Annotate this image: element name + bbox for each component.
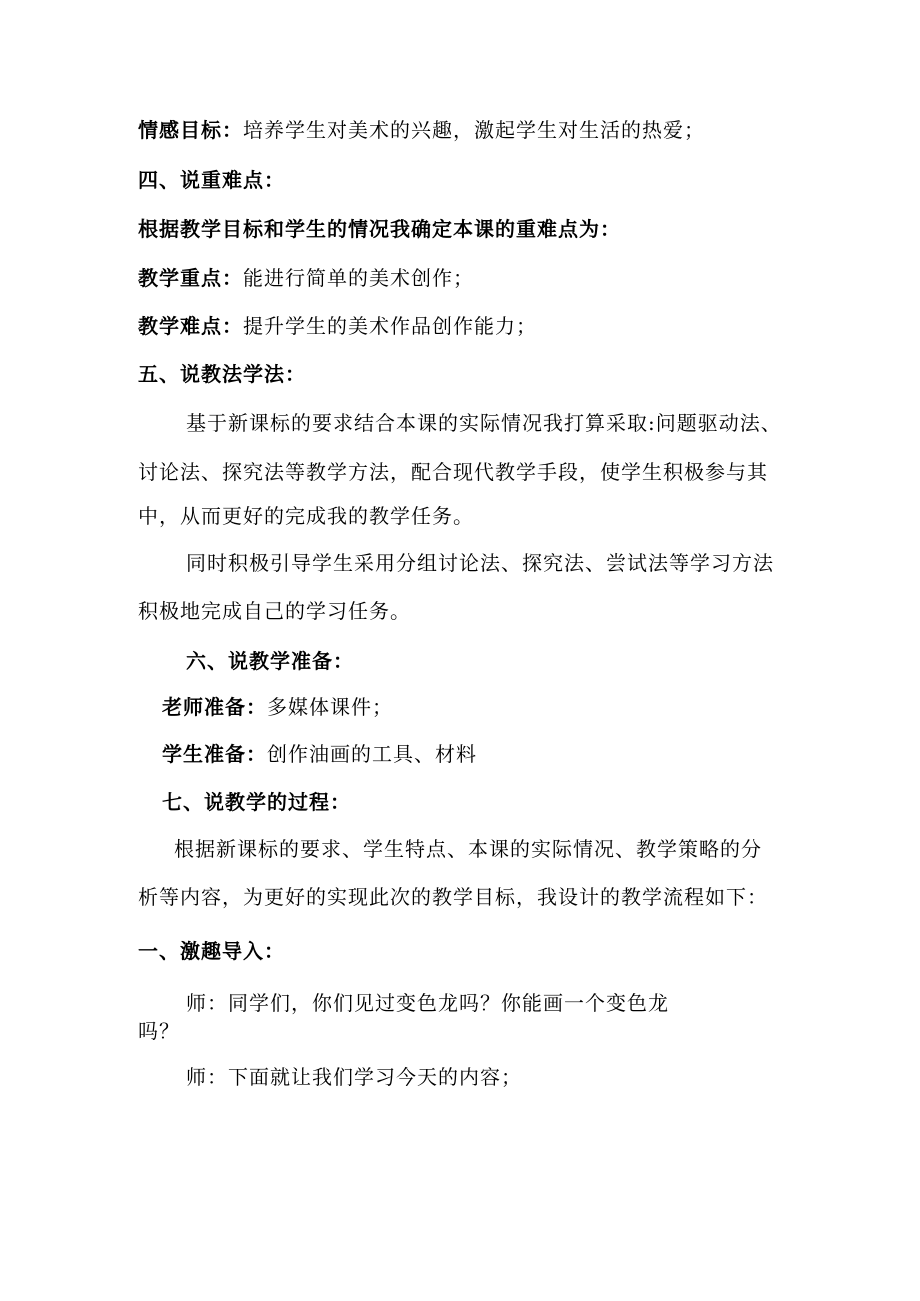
student-prep-text: 创作油画的工具、材料 [267, 742, 477, 766]
key-point-label: 教学重点： [138, 266, 243, 290]
teacher-prep-text: 多媒体课件； [267, 695, 393, 719]
key-points-intro: 根据教学目标和学生的情况我确定本课的重难点为： [138, 217, 621, 241]
section-4-heading: 四、说重难点： [138, 168, 285, 192]
key-point-line [138, 265, 474, 291]
student-prep-line [162, 741, 477, 767]
teacher-prep-label: 老师准备： [162, 695, 267, 719]
affect-goal-label: 情感目标： [138, 118, 243, 142]
section-6-heading: 六、说教学准备： [186, 649, 354, 673]
affect-goal-line [138, 117, 705, 143]
methods-paragraph-2-line-2: 积极地完成自己的学习任务。 [138, 599, 411, 623]
methods-paragraph-1-line-2: 讨论法、探究法等教学方法，配合现代教学手段，使学生积极参与其 [138, 460, 768, 484]
teacher-prep-line [162, 694, 393, 720]
difficult-point-line [138, 313, 537, 339]
process-intro-line-2: 析等内容，为更好的实现此次的教学目标，我设计的教学流程如下： [138, 885, 768, 909]
methods-paragraph-1-line-3: 中，从而更好的完成我的教学任务。 [138, 504, 474, 528]
section-7-heading: 七、说教学的过程： [162, 790, 351, 814]
dialog-2-line: 师：下面就让我们学习今天的内容； [186, 1065, 522, 1089]
process-intro-line-1: 根据新课标的要求、学生特点、本课的实际情况、教学策略的分 [174, 837, 762, 861]
dialog-1-line-1: 师：同学们，你们见过变色龙吗？你能画一个变色龙 [186, 991, 669, 1015]
student-prep-label: 学生准备： [162, 742, 267, 766]
difficult-point-text: 提升学生的美术作品创作能力； [243, 314, 537, 338]
section-5-heading: 五、说教法学法： [138, 362, 306, 386]
methods-paragraph-2-line-1: 同时积极引导学生采用分组讨论法、探究法、尝试法等学习方法 [186, 551, 774, 575]
methods-paragraph-1-line-1: 基于新课标的要求结合本课的实际情况我打算采取:问题驱动法、 [186, 411, 782, 435]
difficult-point-label: 教学难点： [138, 314, 243, 338]
affect-goal-text: 培养学生对美术的兴趣，激起学生对生活的热爱； [243, 118, 705, 142]
part-1-heading: 一、激趣导入： [138, 939, 285, 963]
key-point-text: 能进行简单的美术创作； [243, 266, 474, 290]
dialog-1-line-2: 吗？ [138, 1019, 180, 1043]
